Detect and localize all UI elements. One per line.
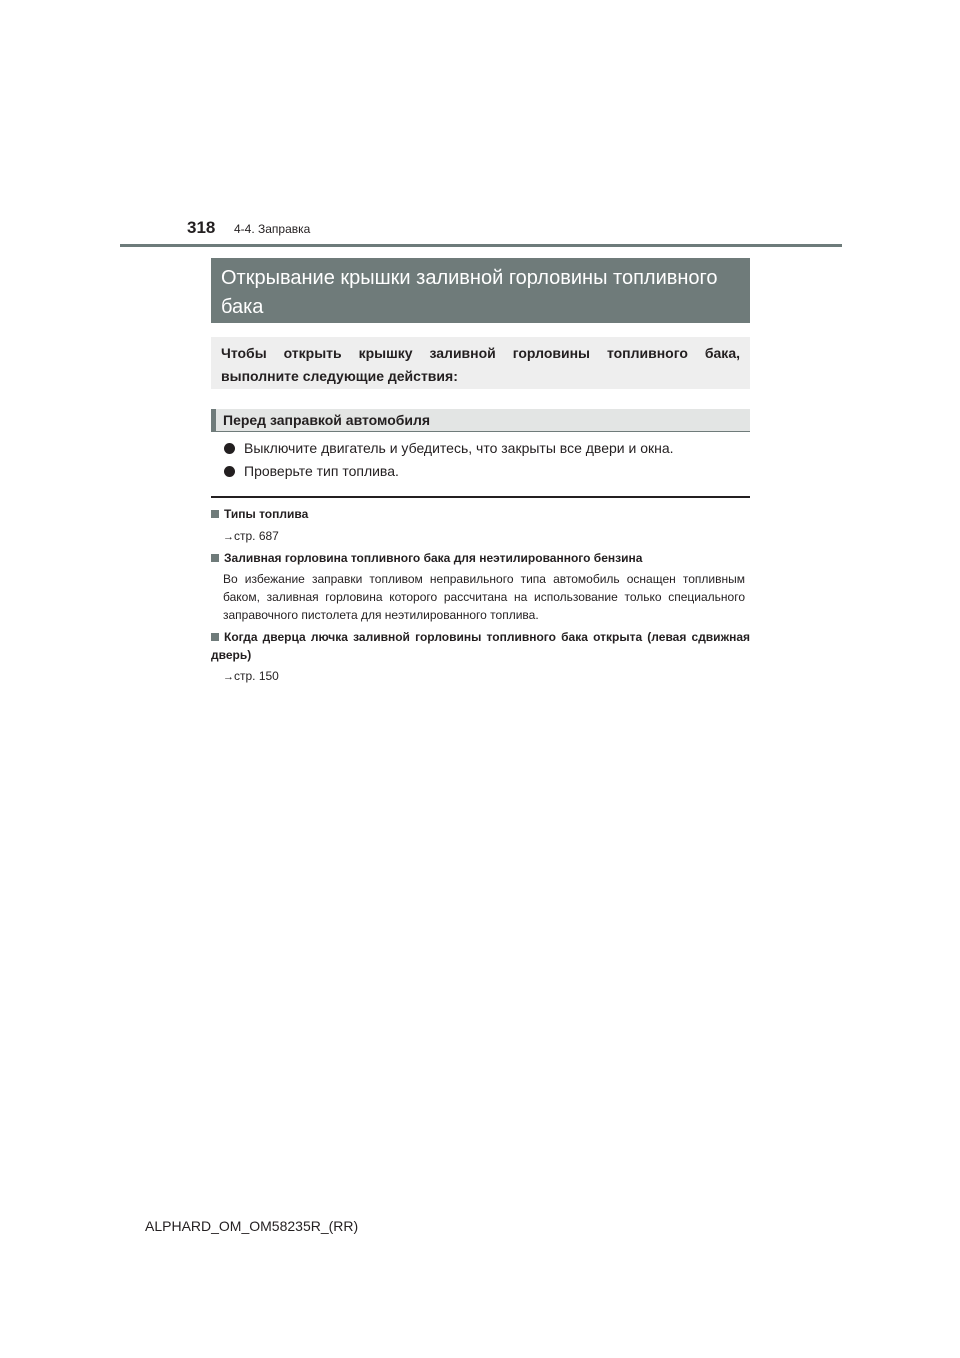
header-divider: [120, 244, 842, 247]
subsection-marker: [211, 409, 216, 432]
note-heading: [211, 505, 308, 523]
note-heading-text: Заливная горловина топливного бака для неэтилированного бензина: [224, 551, 643, 565]
intro-text: Чтобы открыть крышку заливной горловины топливного бака, выполните следующие действия:: [211, 337, 750, 389]
page-reference: [223, 527, 745, 546]
page-reference-link[interactable]: стр. 150: [234, 669, 279, 683]
page-header: [120, 218, 842, 246]
list-item: [224, 461, 399, 481]
arrow-icon: →: [223, 531, 234, 543]
note-heading-text: Когда дверца лючка заливной горловины топливного бака открыта (левая сдвижная дверь): [211, 630, 750, 662]
square-bullet-icon: [211, 633, 219, 641]
note-heading-text: Типы топлива: [224, 507, 309, 521]
footer-doc-id: ALPHARD_OM_OM58235R_(RR): [145, 1218, 359, 1234]
page-reference-link[interactable]: стр. 687: [234, 529, 279, 543]
notes-divider: [211, 496, 750, 498]
note-heading: [211, 549, 642, 567]
list-item-text: Проверьте тип топлива.: [244, 463, 399, 479]
section-title: Открывание крышки заливной горловины топливного бака: [211, 258, 750, 323]
chapter-title: 4-4. Заправка: [234, 222, 311, 236]
square-bullet-icon: [211, 554, 219, 562]
bullet-icon: [224, 443, 235, 454]
subsection-heading: [211, 409, 750, 432]
arrow-icon: →: [223, 671, 234, 683]
bullet-icon: [224, 466, 235, 477]
list-item: [224, 438, 674, 458]
page-reference: [223, 667, 745, 686]
subsection-title: Перед заправкой автомобиля: [223, 412, 431, 428]
square-bullet-icon: [211, 510, 219, 518]
note-heading: [211, 628, 750, 664]
list-item-text: Выключите двигатель и убедитесь, что закрыты все двери и окна.: [244, 440, 674, 456]
note-body: Во избежание заправки топливом неправильного типа автомобиль оснащен топливным баком, заливная горловина которого рассчитана на использование только специального заправочного пистолета для неэтилированного топлива.: [223, 572, 745, 622]
page-number: 318: [187, 218, 216, 237]
